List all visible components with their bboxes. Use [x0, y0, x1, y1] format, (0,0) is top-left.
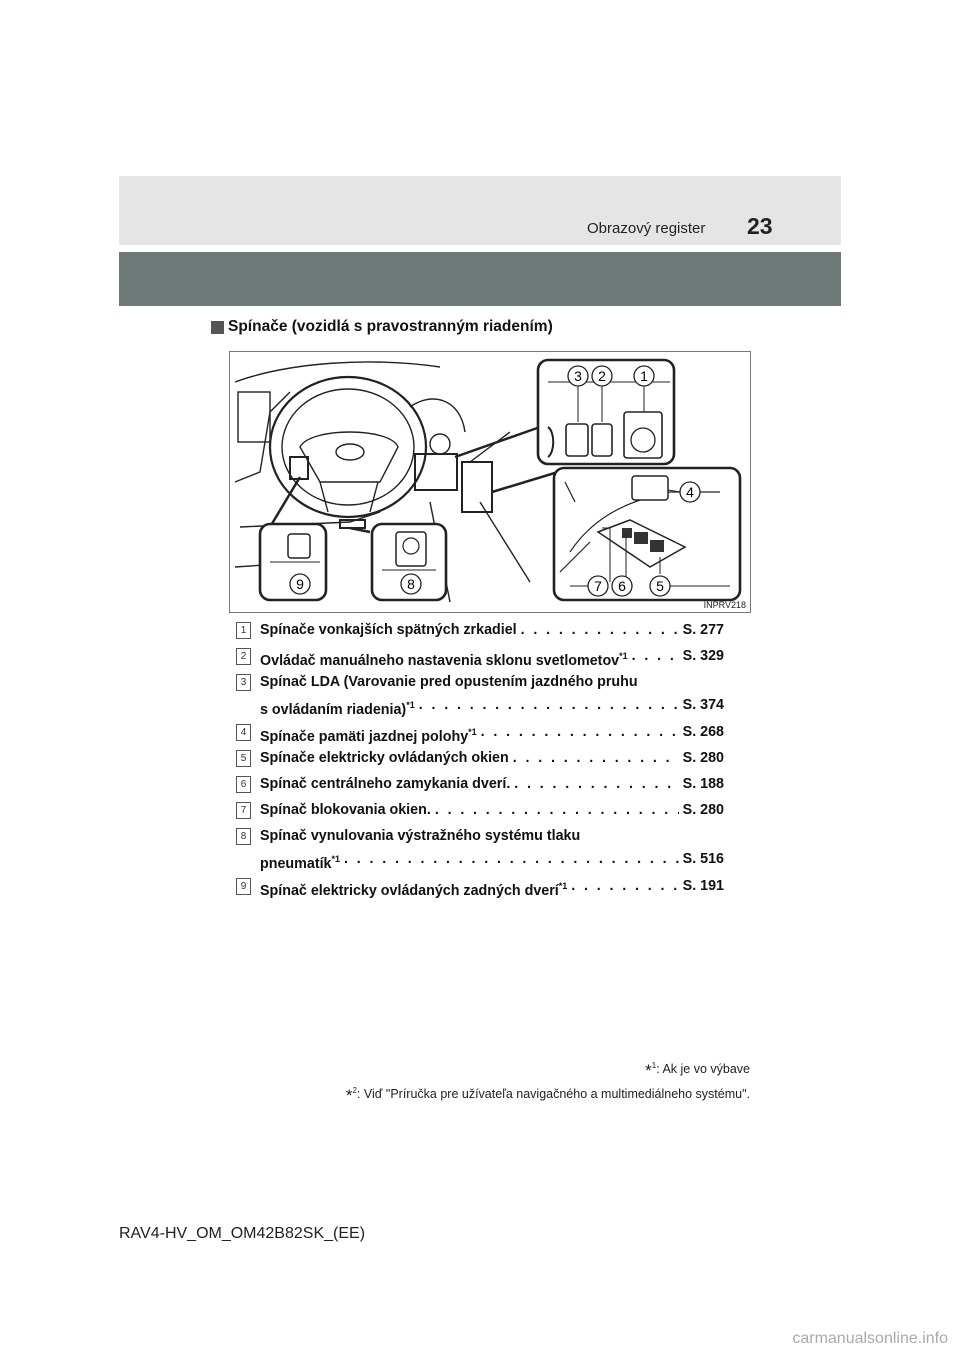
steering-wheel	[270, 377, 426, 517]
item-number: 8	[236, 828, 251, 845]
section-name: Obrazový register	[587, 220, 706, 237]
switch-illustration	[229, 351, 751, 613]
svg-text:5: 5	[656, 578, 664, 594]
item-number: 4	[236, 724, 251, 741]
callout-box-mirror-switches	[538, 360, 674, 464]
steering-logo	[336, 444, 364, 460]
window-switch-button	[634, 532, 648, 544]
list-item: 4 Spínače pamäti jazdnej polohy$^{*1}$ . . . S. 268	[236, 721, 724, 747]
svg-text:6: 6	[618, 578, 626, 594]
document-code: RAV4-HV_OM_OM42B82SK_(EE)	[119, 1225, 366, 1242]
list-item: 1 Spínače vonkajších spätných zrkadiel . . . S. 277	[236, 619, 724, 645]
svg-text:3: 3	[574, 368, 582, 384]
connector-line	[455, 427, 540, 457]
switch-list	[236, 619, 724, 901]
svg-text:4: 4	[686, 484, 694, 500]
dash-line	[235, 362, 440, 382]
item-number: 2	[236, 648, 251, 665]
list-item: 8 Spínač vynulovania výstražného systému tlaku pneumatík$^{*1}$ . . . S. 516	[236, 825, 724, 875]
steering-wheel-inner	[282, 389, 414, 505]
side-vent	[238, 392, 270, 442]
item-number: 6	[236, 776, 251, 793]
svg-text:1: 1	[640, 368, 648, 384]
item-number: 5	[236, 750, 251, 767]
steering-hub	[300, 432, 398, 482]
connector-line	[492, 472, 558, 492]
page-number: 23	[747, 213, 773, 239]
connector-line	[270, 477, 300, 527]
list-item: 6 Spínač centrálneho zamykania dverí. . . . S. 188	[236, 773, 724, 799]
item-number: 3	[236, 674, 251, 691]
page-ref[interactable]: S. 280	[682, 750, 724, 766]
page-ref[interactable]: S. 280	[682, 802, 724, 818]
list-item: 5 Spínače elektricky ovládaných okien . . . S. 280	[236, 747, 724, 773]
callout-box-tailgate-switch	[260, 524, 326, 600]
switch-9-marker	[290, 457, 308, 479]
page-ref[interactable]: S. 374	[682, 697, 724, 713]
page-ref[interactable]: S. 188	[682, 776, 724, 792]
svg-text:8: 8	[407, 576, 415, 592]
svg-text:2: 2	[598, 368, 606, 384]
footnote-2: *$^2$: Viď "Príručka pre užívateľa navigačného a multimediálneho systému".	[345, 1086, 750, 1106]
callout-box-door-switches	[554, 468, 740, 600]
item-number: 9	[236, 878, 251, 895]
list-item: 2 Ovládač manuálneho nastavenia sklonu svetlometov$^{*1}$ . . . S. 329	[236, 645, 724, 671]
header-band	[119, 176, 841, 245]
page-ref[interactable]: S. 329	[682, 648, 724, 664]
list-item: 7 Spínač blokovania okien. . . . S. 280	[236, 799, 724, 825]
footnotes	[346, 1056, 750, 1106]
section-square-icon	[211, 321, 224, 334]
section-title: Spínače (vozidlá s pravostranným riadením)	[211, 318, 553, 336]
steering-spoke	[320, 482, 378, 512]
svg-text:7: 7	[594, 578, 602, 594]
cockpit-drawing	[230, 352, 750, 612]
window-switch-button	[650, 540, 664, 552]
header-dark-band	[119, 252, 841, 306]
page-ref[interactable]: S. 268	[682, 724, 724, 740]
list-item: 9 Spínač elektricky ovládaných zadných dverí$^{*1}$ . . . S. 191	[236, 875, 724, 901]
page-ref[interactable]: S. 277	[682, 622, 724, 638]
gauge-circle	[430, 434, 450, 454]
item-number: 1	[236, 622, 251, 639]
footnote-1: *$^1$: Ak je vo výbave	[645, 1061, 750, 1081]
figure-code: INPRV218	[703, 600, 746, 610]
list-item: 3 Spínač LDA (Varovanie pred opustením jazdného pruhu s ovládaním riadenia)$^{*1}$ . . . S. 374	[236, 671, 724, 721]
item-number: 7	[236, 802, 251, 819]
page-ref[interactable]: S. 516	[682, 851, 724, 867]
switch-door-marker	[462, 462, 492, 512]
watermark: carmanualsonline.info	[792, 1330, 948, 1347]
page-ref[interactable]: S. 191	[682, 878, 724, 894]
svg-text:9: 9	[296, 576, 304, 592]
window-switch-button	[622, 528, 632, 538]
dash-line	[235, 392, 290, 482]
callout-box-tpws-switch	[372, 524, 446, 600]
